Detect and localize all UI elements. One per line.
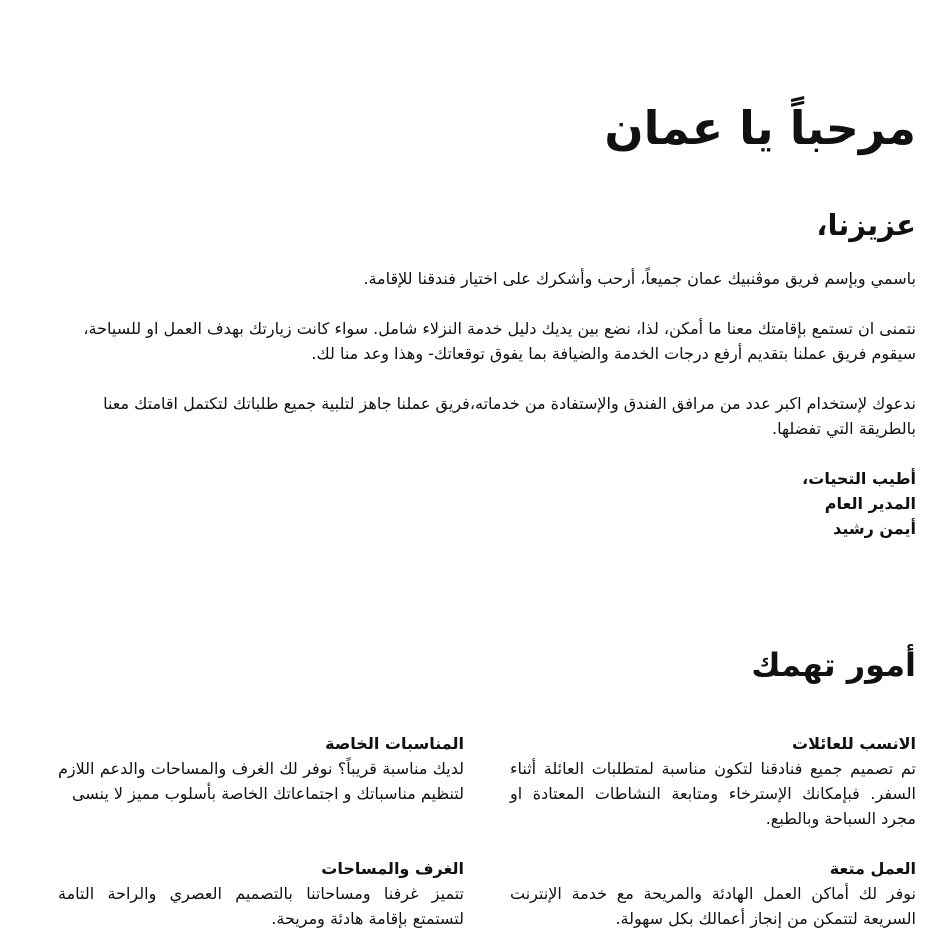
feature-text: تم تصميم جميع فنادقنا لتكون مناسبة لمتطلبات العائلة أثناء السفر. فبإمكانك الإسترخاء ومتابعة النشاطات المعتادة او مجرد السباحة وبالطبع. — [510, 759, 916, 828]
signature-name: أيمن رشيد — [833, 519, 916, 538]
feature-title: المناسبات الخاصة — [325, 734, 464, 753]
feature-item — [58, 731, 464, 831]
feature-item — [58, 856, 464, 931]
page-title: مرحباً يا عمان — [604, 101, 916, 155]
signature-closing: أطيب التحيات، — [802, 469, 916, 488]
letter-paragraph: باسمي وبإسم فريق موڤنبيك عمان جميعاً، أرحب وأشكرك على اختيار فندقنا للإقامة. — [363, 269, 916, 288]
feature-item — [510, 856, 916, 931]
feature-text: نوفر لك أماكن العمل الهادئة والمريحة مع خدمة الإنترنت السريعة لتتمكن من إنجاز أعمالك بكل سهولة. — [510, 884, 916, 928]
letter-paragraph: ندعوك لإستخدام اكبر عدد من مرافق الفندق والإستفادة من خدماته،فريق عملنا جاهز لتلبية جميع طلباتك لتكتمل اقامتك معنا بالطريقة التي تفضلها. — [103, 394, 916, 438]
feature-text: لديك مناسبة قريباً؟ نوفر لك الغرف والمساحات والدعم اللازم لتنظيم مناسباتك و اجتماعاتك الخاصة بأسلوب مميز لا ينسى — [58, 759, 464, 803]
letter-signature — [516, 466, 916, 541]
feature-item — [510, 731, 916, 831]
signature-role: المدير العام — [824, 494, 916, 513]
feature-text: تتميز غرفنا ومساحاتنا بالتصميم العصري والراحة التامة لتستمتع بإقامة هادئة ومريحة. — [58, 884, 464, 928]
welcome-letter — [56, 266, 916, 466]
feature-title: العمل متعة — [829, 859, 916, 878]
greeting-heading: عزيزنا، — [816, 208, 916, 242]
section-title: أمور تهمك — [751, 646, 916, 684]
letter-paragraph: نتمنى ان تستمع بإقامتك معنا ما أمكن، لذا، نضع بين يديك دليل خدمة النزلاء شامل. سواء كانت زيارتك بهدف العمل او للسياحة، سيقوم فريق عملنا بتقديم أرفع درجات الخدمة والضيافة بما يفوق توقعاتك- وهذا وعد منا لك. — [83, 319, 916, 363]
feature-grid — [56, 731, 916, 931]
feature-title: الغرف والمساحات — [321, 859, 464, 878]
feature-title: الانسب للعائلات — [791, 734, 916, 753]
